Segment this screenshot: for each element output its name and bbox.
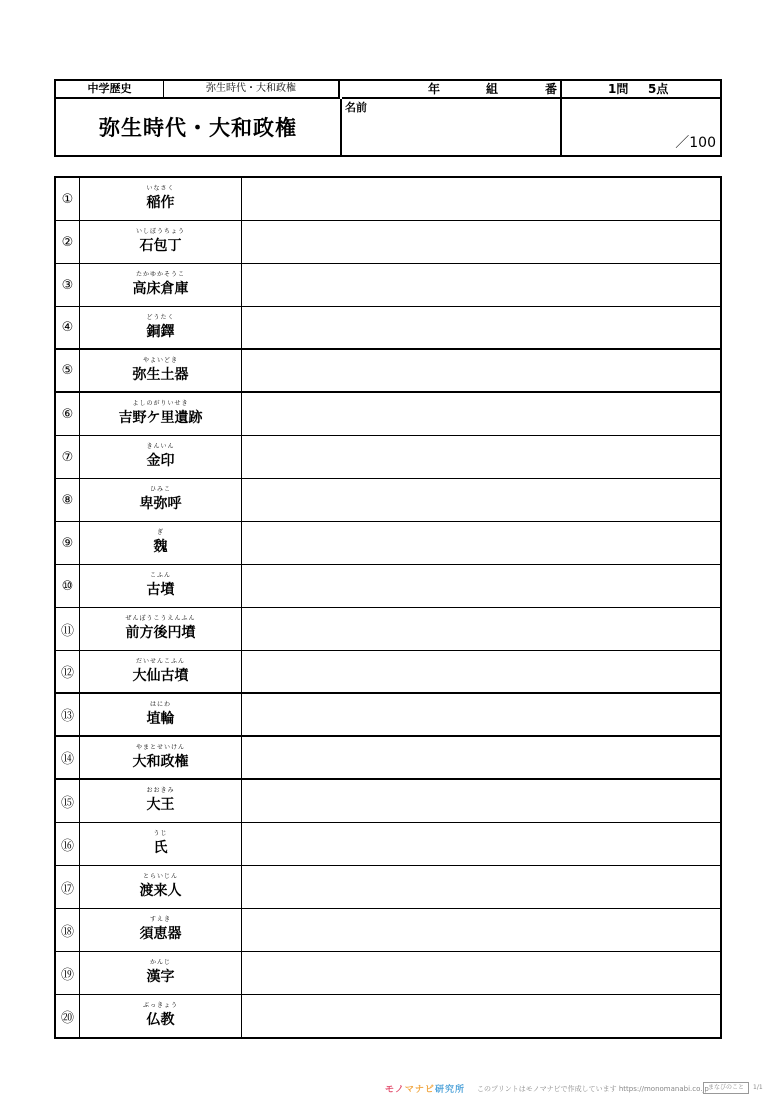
class-info-row xyxy=(342,81,562,99)
furigana: かんじ xyxy=(149,959,171,966)
question-row xyxy=(56,522,720,565)
furigana: うじ xyxy=(153,830,168,837)
furigana: だいせんこふん xyxy=(135,658,185,665)
page-title: 弥生時代・大和政権 xyxy=(56,99,342,155)
question-term-cell xyxy=(80,221,242,263)
question-row xyxy=(56,694,720,737)
question-term: 魏 xyxy=(153,539,168,555)
question-term: 仏教 xyxy=(146,1012,175,1028)
furigana: きんいん xyxy=(146,443,175,450)
answer-field[interactable] xyxy=(242,307,720,348)
answer-field[interactable] xyxy=(242,866,720,908)
answer-field[interactable] xyxy=(242,350,720,391)
question-number: ② xyxy=(56,221,80,263)
furigana: どうたく xyxy=(146,314,175,321)
question-term-cell xyxy=(80,436,242,478)
question-number: ⑧ xyxy=(56,479,80,521)
question-number: ⑩ xyxy=(56,565,80,607)
question-row xyxy=(56,737,720,780)
answer-field[interactable] xyxy=(242,178,720,220)
furigana: やよいどき xyxy=(142,357,178,364)
question-number: ⑤ xyxy=(56,350,80,391)
question-number: ③ xyxy=(56,264,80,306)
question-term: 古墳 xyxy=(146,582,175,598)
footer xyxy=(385,1082,775,1098)
question-row xyxy=(56,221,720,264)
question-number: ① xyxy=(56,178,80,220)
answer-field[interactable] xyxy=(242,651,720,692)
question-number: ⑫ xyxy=(56,651,80,692)
question-number: ⑦ xyxy=(56,436,80,478)
answer-field[interactable] xyxy=(242,737,720,778)
question-term-cell xyxy=(80,178,242,220)
name-field[interactable] xyxy=(342,99,562,155)
answer-field[interactable] xyxy=(242,909,720,951)
question-row xyxy=(56,350,720,393)
question-number: ⑰ xyxy=(56,866,80,908)
score-field[interactable] xyxy=(562,99,720,155)
question-term: 吉野ケ里遺跡 xyxy=(118,410,203,426)
question-term-cell xyxy=(80,780,242,822)
name-label: 名前 xyxy=(345,101,367,114)
question-row xyxy=(56,264,720,307)
question-term: 漢字 xyxy=(146,969,175,985)
furigana: いなさく xyxy=(146,185,175,192)
question-row xyxy=(56,952,720,995)
question-term-cell xyxy=(80,651,242,692)
question-number: ⑮ xyxy=(56,780,80,822)
answer-field[interactable] xyxy=(242,436,720,478)
question-row xyxy=(56,780,720,823)
question-term: 渡来人 xyxy=(139,883,182,899)
answer-field[interactable] xyxy=(242,995,720,1038)
question-term-cell xyxy=(80,350,242,391)
question-table xyxy=(54,176,722,1039)
question-number: ⑳ xyxy=(56,995,80,1038)
question-term: 高床倉庫 xyxy=(132,281,189,297)
points-info xyxy=(562,81,720,99)
answer-field[interactable] xyxy=(242,565,720,607)
worksheet-header xyxy=(54,79,722,157)
question-term-cell xyxy=(80,479,242,521)
question-term-cell xyxy=(80,909,242,951)
question-term: 石包丁 xyxy=(139,238,182,254)
question-term: 稲作 xyxy=(146,195,175,211)
score-total: ／100 xyxy=(675,135,716,151)
answer-field[interactable] xyxy=(242,221,720,263)
furigana: やまとせいけん xyxy=(135,744,185,751)
class-label: 組 xyxy=(486,82,499,96)
furigana: ひみこ xyxy=(149,486,171,493)
answer-field[interactable] xyxy=(242,780,720,822)
question-term-cell xyxy=(80,823,242,865)
question-row xyxy=(56,995,720,1038)
brand-logo: モノマナビ研究所 xyxy=(385,1085,465,1095)
question-row xyxy=(56,866,720,909)
question-term: 大仙古墳 xyxy=(132,668,189,684)
answer-field[interactable] xyxy=(242,823,720,865)
question-term-cell xyxy=(80,565,242,607)
question-number: ⑱ xyxy=(56,909,80,951)
question-term-cell xyxy=(80,522,242,564)
furigana: たかゆかそうこ xyxy=(135,271,185,278)
furigana: よしのがりいせき xyxy=(132,400,189,407)
question-row xyxy=(56,307,720,350)
question-number: ⑯ xyxy=(56,823,80,865)
furigana: おおきみ xyxy=(146,787,175,794)
number-label: 番 xyxy=(545,82,558,96)
question-term: 卑弥呼 xyxy=(139,496,182,512)
question-term: 大和政権 xyxy=(132,754,189,770)
question-term-cell xyxy=(80,737,242,778)
question-term-cell xyxy=(80,307,242,348)
per-question-label: 1問 xyxy=(608,82,629,96)
furigana: ぶっきょう xyxy=(142,1002,178,1009)
question-term-cell xyxy=(80,866,242,908)
question-term-cell xyxy=(80,995,242,1038)
question-row xyxy=(56,178,720,221)
year-label: 年 xyxy=(428,82,441,96)
points-value: 5点 xyxy=(648,82,669,96)
answer-field[interactable] xyxy=(242,694,720,735)
question-number: ⑨ xyxy=(56,522,80,564)
question-term: 須恵器 xyxy=(139,926,182,942)
answer-field[interactable] xyxy=(242,393,720,435)
question-row xyxy=(56,823,720,866)
question-row xyxy=(56,909,720,952)
answer-field[interactable] xyxy=(242,522,720,564)
question-term-cell xyxy=(80,694,242,735)
question-number: ⑲ xyxy=(56,952,80,994)
question-number: ⑥ xyxy=(56,393,80,435)
question-number: ⑬ xyxy=(56,694,80,735)
question-term: 金印 xyxy=(146,453,175,469)
question-term: 氏 xyxy=(153,840,168,856)
page-number: 1/1 xyxy=(753,1084,763,1091)
question-row xyxy=(56,651,720,694)
furigana: ぜんぽうこうえんふん xyxy=(125,615,196,622)
furigana: とらいじん xyxy=(142,873,178,880)
footer-note: このプリントはモノマナビで作成しています https://monomanabi.co.jp xyxy=(477,1085,709,1093)
answer-field[interactable] xyxy=(242,479,720,521)
furigana: こふん xyxy=(149,572,171,579)
answer-field[interactable] xyxy=(242,608,720,650)
question-term-cell xyxy=(80,393,242,435)
answer-field[interactable] xyxy=(242,264,720,306)
question-number: ⑭ xyxy=(56,737,80,778)
answer-field[interactable] xyxy=(242,952,720,994)
unit-label: 弥生時代・大和政権 xyxy=(164,81,340,99)
question-term: 前方後円墳 xyxy=(125,625,196,641)
question-row xyxy=(56,565,720,608)
question-row xyxy=(56,393,720,436)
furigana: すえき xyxy=(149,916,171,923)
furigana: ぎ xyxy=(156,529,164,536)
question-term-cell xyxy=(80,264,242,306)
question-term-cell xyxy=(80,952,242,994)
question-term: 弥生土器 xyxy=(132,367,189,383)
question-term: 大王 xyxy=(146,797,175,813)
question-row xyxy=(56,608,720,651)
question-number: ⑪ xyxy=(56,608,80,650)
question-term: 銅鐸 xyxy=(146,324,175,340)
question-row xyxy=(56,479,720,522)
question-row xyxy=(56,436,720,479)
question-term-cell xyxy=(80,608,242,650)
footer-box: まなびのこと xyxy=(703,1082,749,1094)
question-number: ④ xyxy=(56,307,80,348)
furigana: いしぼうちょう xyxy=(135,228,185,235)
subject-label: 中学歴史 xyxy=(56,81,164,99)
question-term: 埴輪 xyxy=(146,711,175,727)
furigana: はにわ xyxy=(149,701,171,708)
